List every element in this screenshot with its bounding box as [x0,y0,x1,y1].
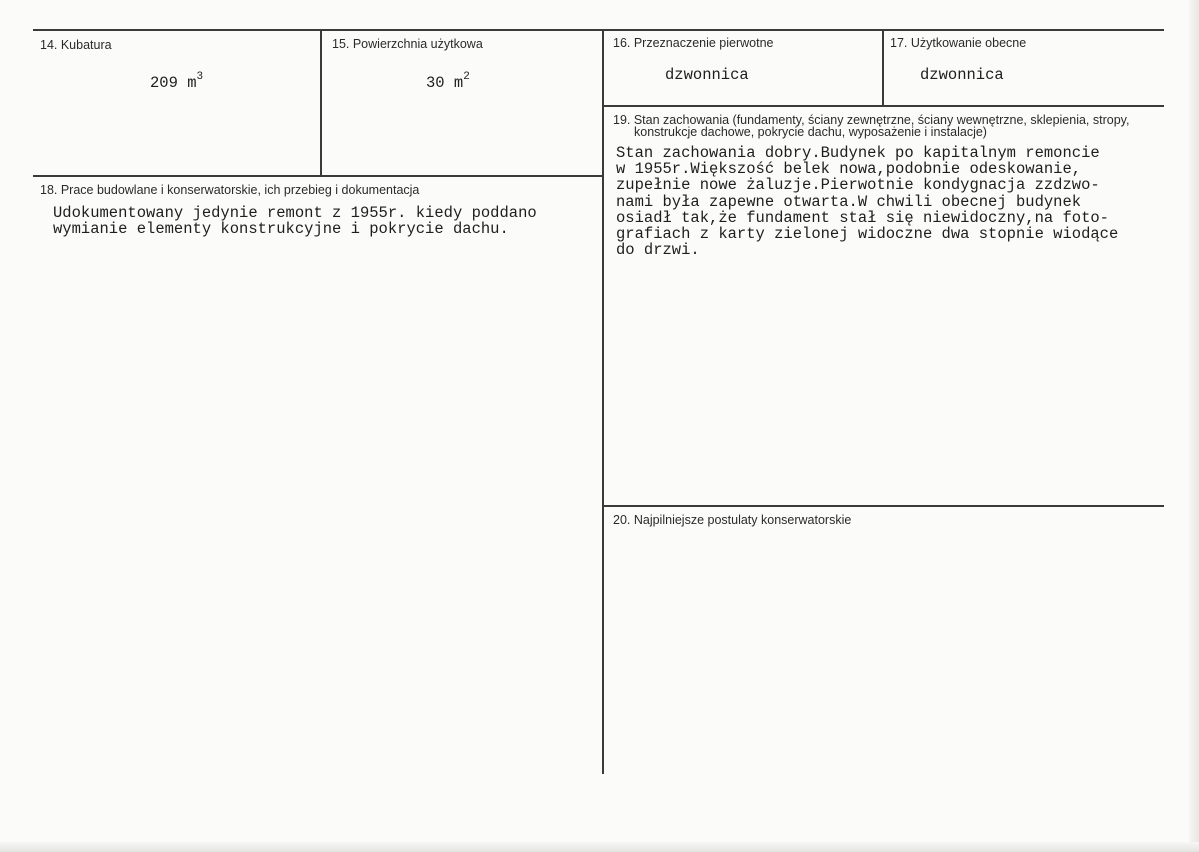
field-19-label-line1: 19. Stan zachowania (fundamenty, ściany zewnętrzne, ściany wewnętrzne, sklepienia, stropy, [613,113,1130,127]
field-17-label: 17. Użytkowanie obecne [890,36,1027,50]
field-15-value: 30 $m^2$ [426,70,470,92]
field-19-line: zupełnie nowe żaluzje.Pierwotnie kondygnacja zzdzwo- [616,176,1100,195]
rule-below-19 [603,505,1164,507]
field-19-line: nami była zapewne otwarta.W chwili obecnej budynek [616,192,1082,211]
field-17-value: dzwonnica [920,66,1004,84]
rule-divider-16-17 [882,30,884,106]
rule-divider-14-15 [320,30,322,176]
paper-edge-right [1189,0,1199,852]
field-19-line: grafiach z karty zielonej widoczne dwa stopnie wiodące [616,225,1119,244]
field-20-label: 20. Najpilniejsze postulaty konserwatorskie [613,513,852,527]
field-19-label-line2: konstrukcje dachowe, pokrycie dachu, wyposażenie i instalacje) [634,125,987,139]
field-18-text [53,205,537,237]
field-16-label: 16. Przeznaczenie pierwotne [613,36,774,50]
field-19-line: w 1955r.Większość belek nowa,podobnie odeskowanie, [616,160,1082,179]
field-19-line: osiadł tak,że fundament stał się niewidoczny,na foto- [616,208,1109,227]
rule-top [33,29,1164,31]
field-19-line: do drzwi. [616,241,700,260]
field-19-text [616,145,1118,258]
field-18-line: wymianie elementy konstrukcyjne i pokrycie dachu. [53,220,509,239]
rule-center-divider [602,30,604,774]
field-15-label: 15. Powierzchnia użytkowa [332,37,483,51]
rule-below-14-15 [33,175,603,177]
field-18-label: 18. Prace budowlane i konserwatorskie, ich przebieg i dokumentacja [40,183,420,197]
field-16-value: dzwonnica [665,66,749,84]
field-19-line: Stan zachowania dobry.Budynek po kapitalnym remoncie [616,144,1100,162]
paper-edge-bottom [0,842,1199,852]
field-14-exponent: 3 [196,70,204,83]
field-18-line: Udokumentowany jedynie remont z 1955r. kiedy poddano [53,204,537,222]
field-15-exponent: 2 [463,70,470,83]
field-14-label: 14. Kubatura [40,38,112,52]
field-14-value: 209 $m^3$ [150,70,204,92]
rule-below-16-17 [603,105,1164,107]
